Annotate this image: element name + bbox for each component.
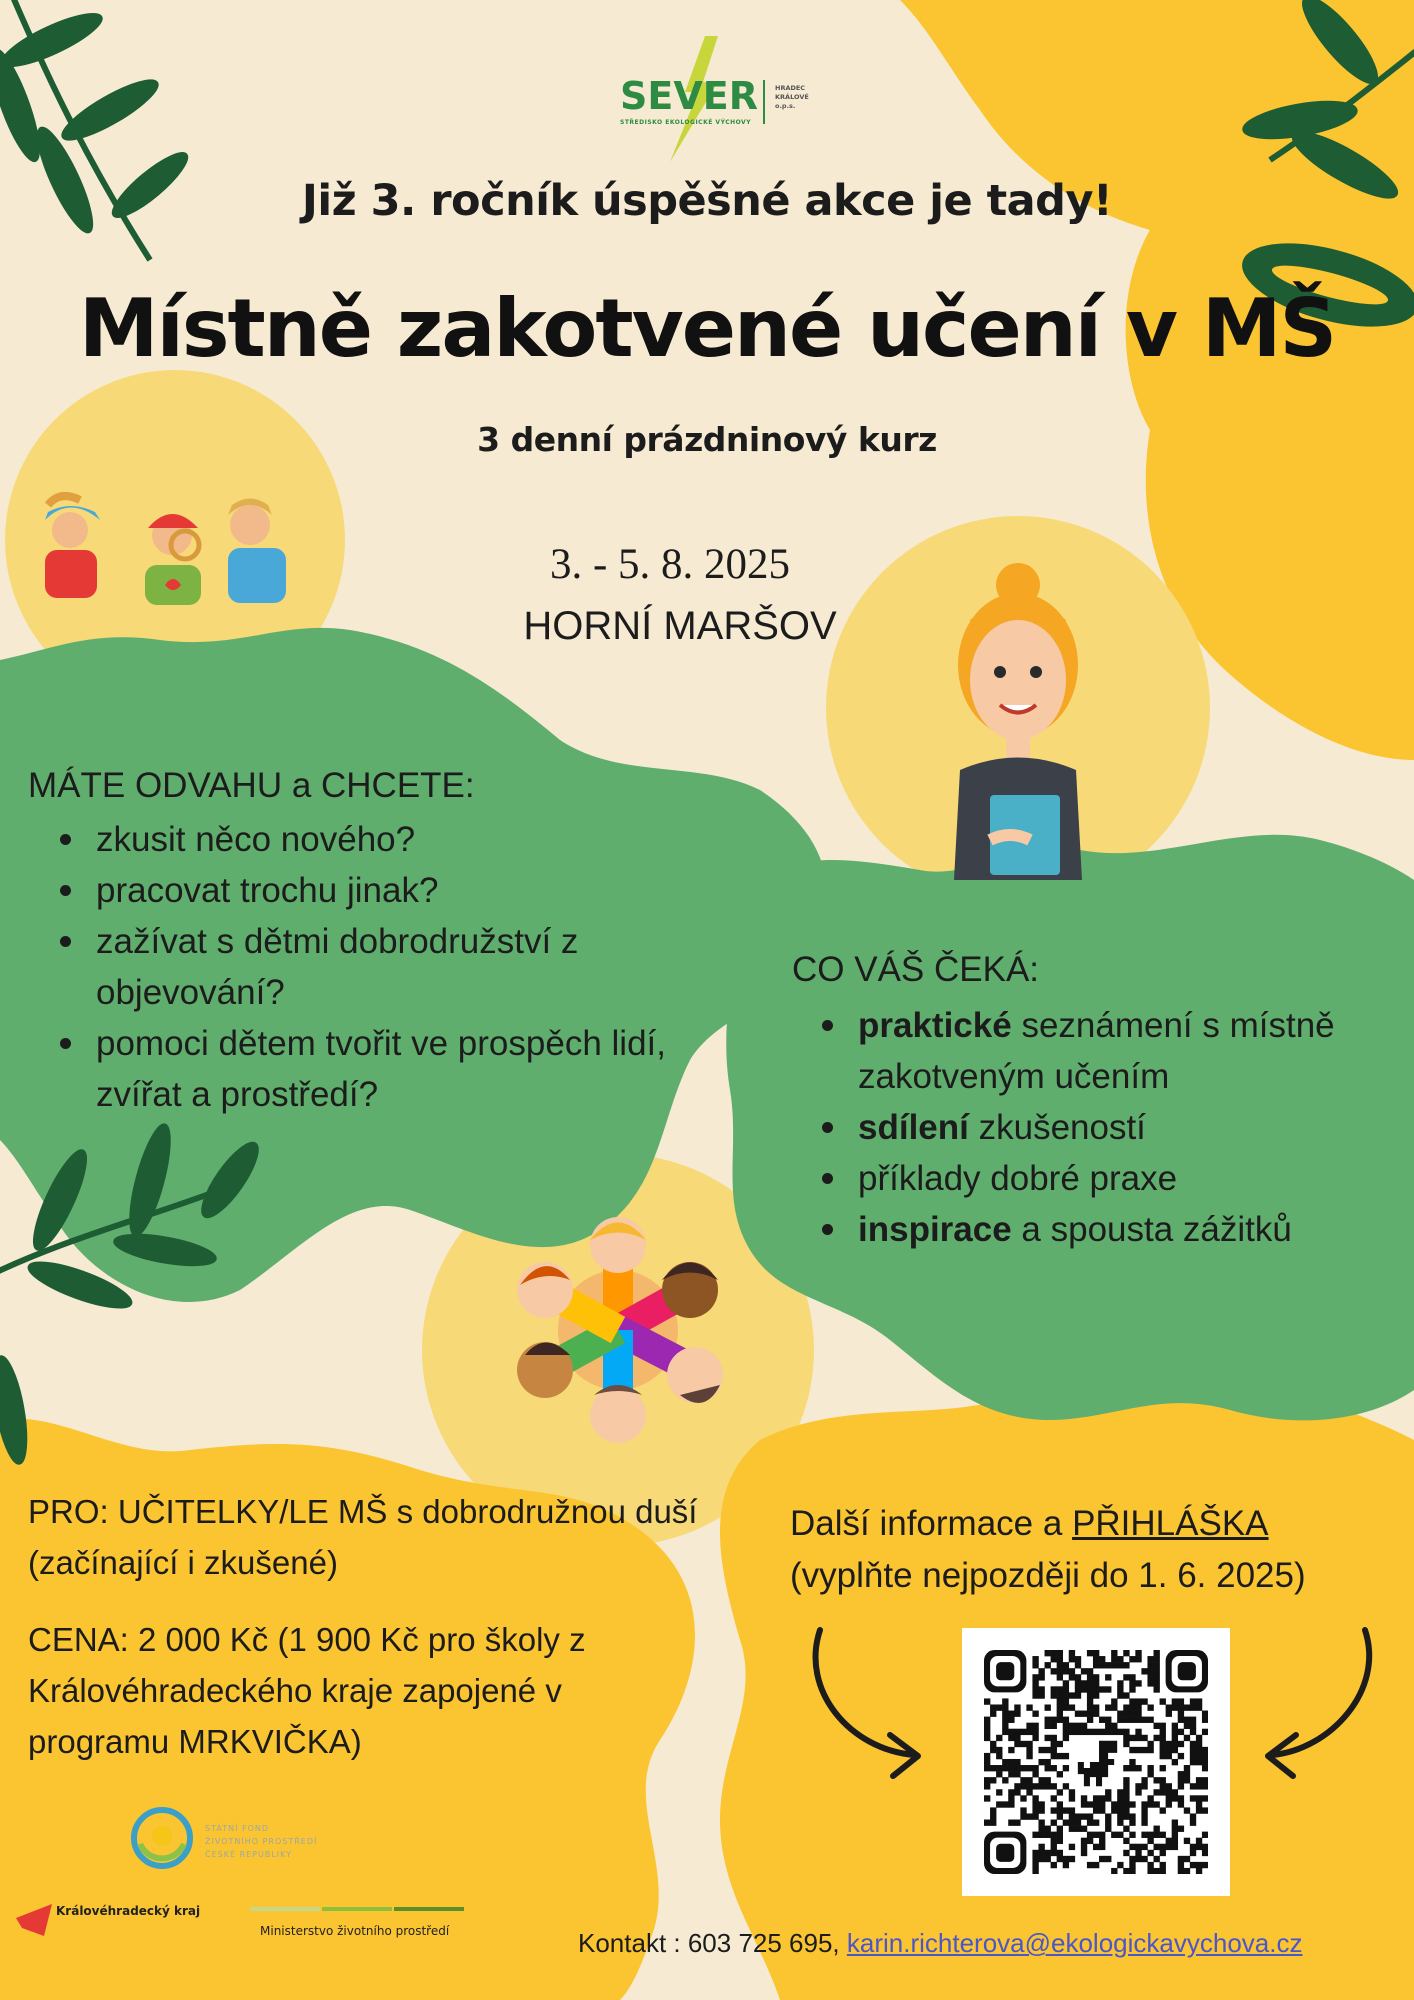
deadline-text: (vyplňte nejpozději do 1. 6. 2025) (790, 1556, 1306, 1595)
right-list (792, 1000, 1392, 1255)
sfzp-emblem-icon (130, 1806, 194, 1870)
right-heading: CO VÁŠ ČEKÁ: (792, 950, 1040, 989)
audience-label: PRO: (28, 1493, 109, 1530)
registration-link[interactable]: PŘIHLÁŠKA (1072, 1504, 1269, 1543)
list-item: pomoci dětem tvořit ve prospěch lidí, zvířat a prostředí? (30, 1018, 670, 1120)
qr-code[interactable] (962, 1628, 1230, 1896)
subtitle: 3 denní prázdninový kurz (477, 420, 937, 459)
page-title: Místně zakotvené učení v MŠ (78, 282, 1336, 375)
list-item: pracovat trochu jinak? (30, 865, 670, 916)
list-item: praktické seznámení s místně zakotveným učením (792, 1000, 1392, 1102)
event-date: 3. - 5. 8. 2025 (549, 541, 791, 588)
list-item: zkusit něco nového? (30, 814, 670, 865)
kraj-logo: Královéhradecký kraj (14, 1898, 244, 1948)
list-item: sdílení zkušeností (792, 1102, 1392, 1153)
list-item: inspirace a spousta zážitků (792, 1204, 1392, 1255)
info-text: Další informace a PŘIHLÁŠKA (vyplňte nejpozději do 1. 6. 2025) (790, 1504, 1306, 1595)
price-text: CENA: 2 000 Kč (1 900 Kč pro školy z Královéhradeckého kraje zapojené v programu MRKVIČKA) (28, 1621, 586, 1760)
mzp-stripe-icon (250, 1905, 470, 1915)
email-link[interactable]: karin.richterova@ekologickavychova.cz (846, 1928, 1303, 1958)
sfzp-logo: STÁTNÍ FOND ŽIVOTNÍHO PROSTŘEDÍ ČESKÉ REPUBLIKY (130, 1806, 350, 1876)
list-item: zažívat s dětmi dobrodružství z objevování? (30, 916, 610, 1018)
sever-logo (610, 34, 840, 164)
left-heading: MÁTE ODVAHU a CHCETE: (28, 766, 475, 805)
event-place: HORNÍ MARŠOV (523, 604, 837, 648)
price-label: CENA: (28, 1621, 129, 1658)
list-item: příklady dobré praxe (792, 1153, 1392, 1204)
audience-text: PRO: UČITELKY/LE MŠ s dobrodružnou duší (začínající i zkušené) (28, 1493, 698, 1581)
left-list (30, 814, 670, 1120)
headline: Již 3. ročník úspěšné akce je tady! (301, 176, 1113, 226)
logo-divider (763, 80, 765, 124)
logo-subtitle: STŘEDISKO EKOLOGICKÉ VÝCHOVY (620, 119, 752, 126)
contact-line: Kontakt : 603 725 695, karin.richterova@ekologickavychova.cz (578, 1928, 1303, 1958)
logo-city: HRADEC KRÁLOVÉ o.p.s. (775, 84, 809, 110)
mzp-logo: Ministerstvo životního prostředí (250, 1900, 480, 1950)
dino-icon (1078, 1741, 1117, 1786)
logo-name: SEVER (620, 74, 758, 118)
